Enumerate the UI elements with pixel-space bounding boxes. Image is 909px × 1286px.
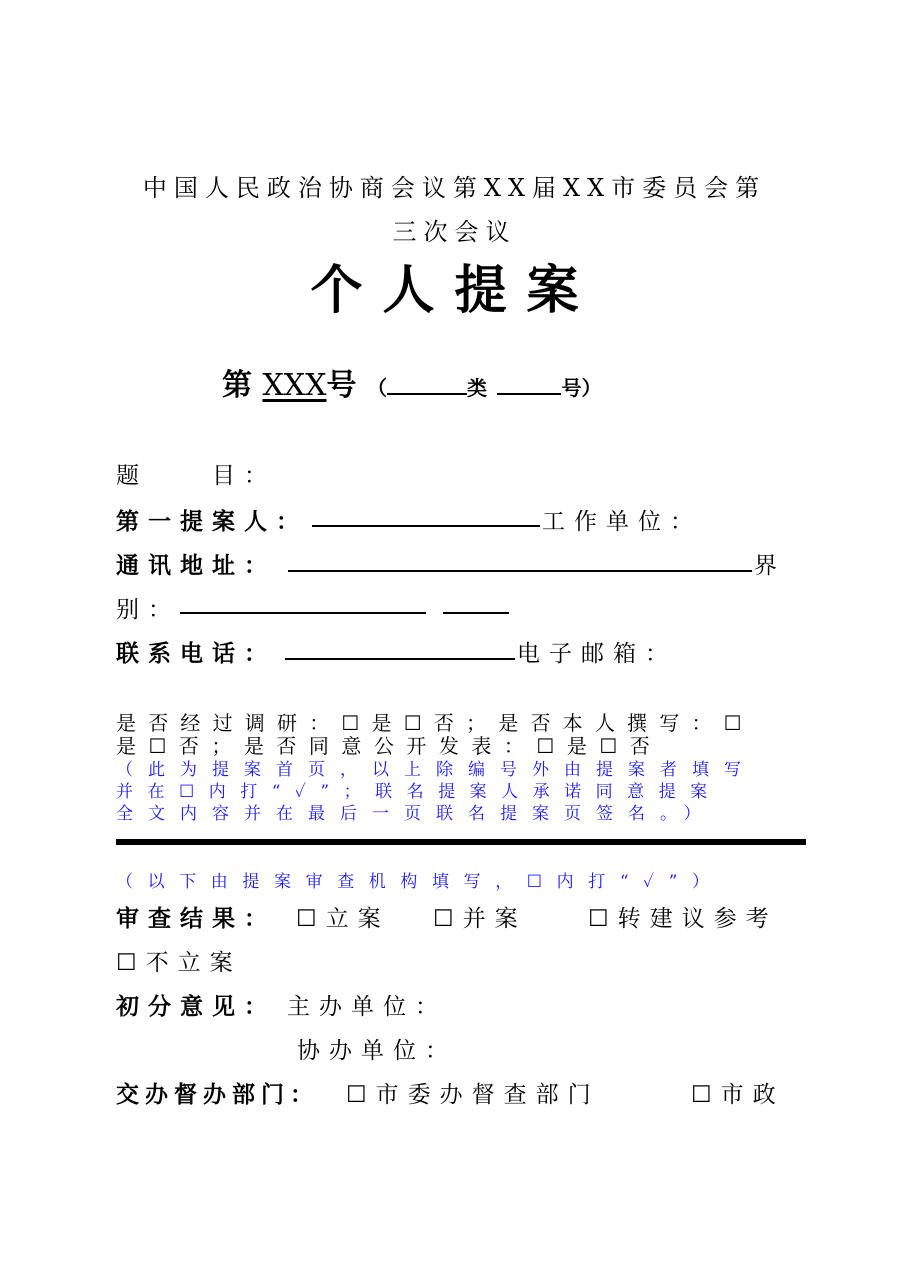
- class-number-blank[interactable]: [497, 373, 561, 395]
- sector-field[interactable]: [180, 612, 426, 614]
- address-field[interactable]: [288, 570, 752, 572]
- dept-option-1[interactable]: ☐市委办督查部门: [346, 1082, 600, 1108]
- instructions-line-1: （此为提案首页，以上除编号外由提案者填写: [116, 760, 756, 780]
- result-label: 审查结果：: [116, 906, 276, 932]
- page-title: 个人提案: [310, 260, 599, 321]
- opinion-label: 初分意见：: [116, 994, 276, 1020]
- number-open-paren: （: [366, 376, 387, 400]
- number-value: XXX: [262, 368, 327, 403]
- header-line-1: 中国人民政治协商会议第XX届XX市委员会第: [142, 174, 767, 202]
- workplace-label: 工作单位：: [542, 509, 702, 535]
- option-filed[interactable]: ☐立案: [296, 906, 390, 932]
- email-label: 电子邮箱：: [517, 641, 677, 667]
- dept-option-2[interactable]: ☐市政: [691, 1082, 785, 1108]
- dept-label: 交办督办部门：: [116, 1082, 319, 1108]
- proposer-label: 第一提案人：: [116, 509, 308, 535]
- proposal-number: [222, 360, 601, 404]
- option-merged[interactable]: ☐并案: [433, 906, 527, 932]
- sector-field-2[interactable]: [443, 612, 509, 614]
- option-suggestion[interactable]: ☐转建议参考: [588, 906, 778, 932]
- address-label: 通讯地址：: [116, 553, 276, 579]
- number-suffix: 号: [326, 368, 357, 403]
- instructions-line-3: 全文内容并在最后一页联名提案页签名。）: [116, 804, 716, 824]
- phone-label: 联系电话：: [116, 641, 276, 667]
- subject-label: 题 目：: [116, 463, 276, 489]
- questions-line-2: 是☐否；是否同意公开发表：☐是☐否: [116, 734, 663, 758]
- phone-field[interactable]: [285, 658, 515, 660]
- number-prefix: 第: [222, 368, 252, 403]
- category-blank[interactable]: [387, 373, 467, 395]
- section-divider: [116, 839, 806, 845]
- class-number-label: 号: [561, 376, 582, 400]
- header-line-2: 三次会议: [392, 218, 517, 246]
- lead-unit-label: 主办单位：: [287, 994, 447, 1020]
- review-note: （以下由提案审查机构填写，☐内打“✓”）: [116, 872, 724, 892]
- assist-unit-label: 协办单位：: [297, 1038, 457, 1064]
- option-not-filed[interactable]: ☐不立案: [116, 950, 242, 976]
- sector-label-b: 别：: [116, 597, 180, 623]
- questions-line-1: 是否经过调研：☐是☐否；是否本人撰写：☐: [116, 711, 754, 735]
- instructions-line-2: 并在☐内打“✓”；联名提案人承诺同意提案: [116, 782, 722, 802]
- proposer-field[interactable]: [312, 525, 540, 527]
- sector-label-a: 界: [754, 553, 777, 579]
- number-close-paren: ）: [581, 376, 602, 400]
- category-label: 类: [466, 376, 487, 400]
